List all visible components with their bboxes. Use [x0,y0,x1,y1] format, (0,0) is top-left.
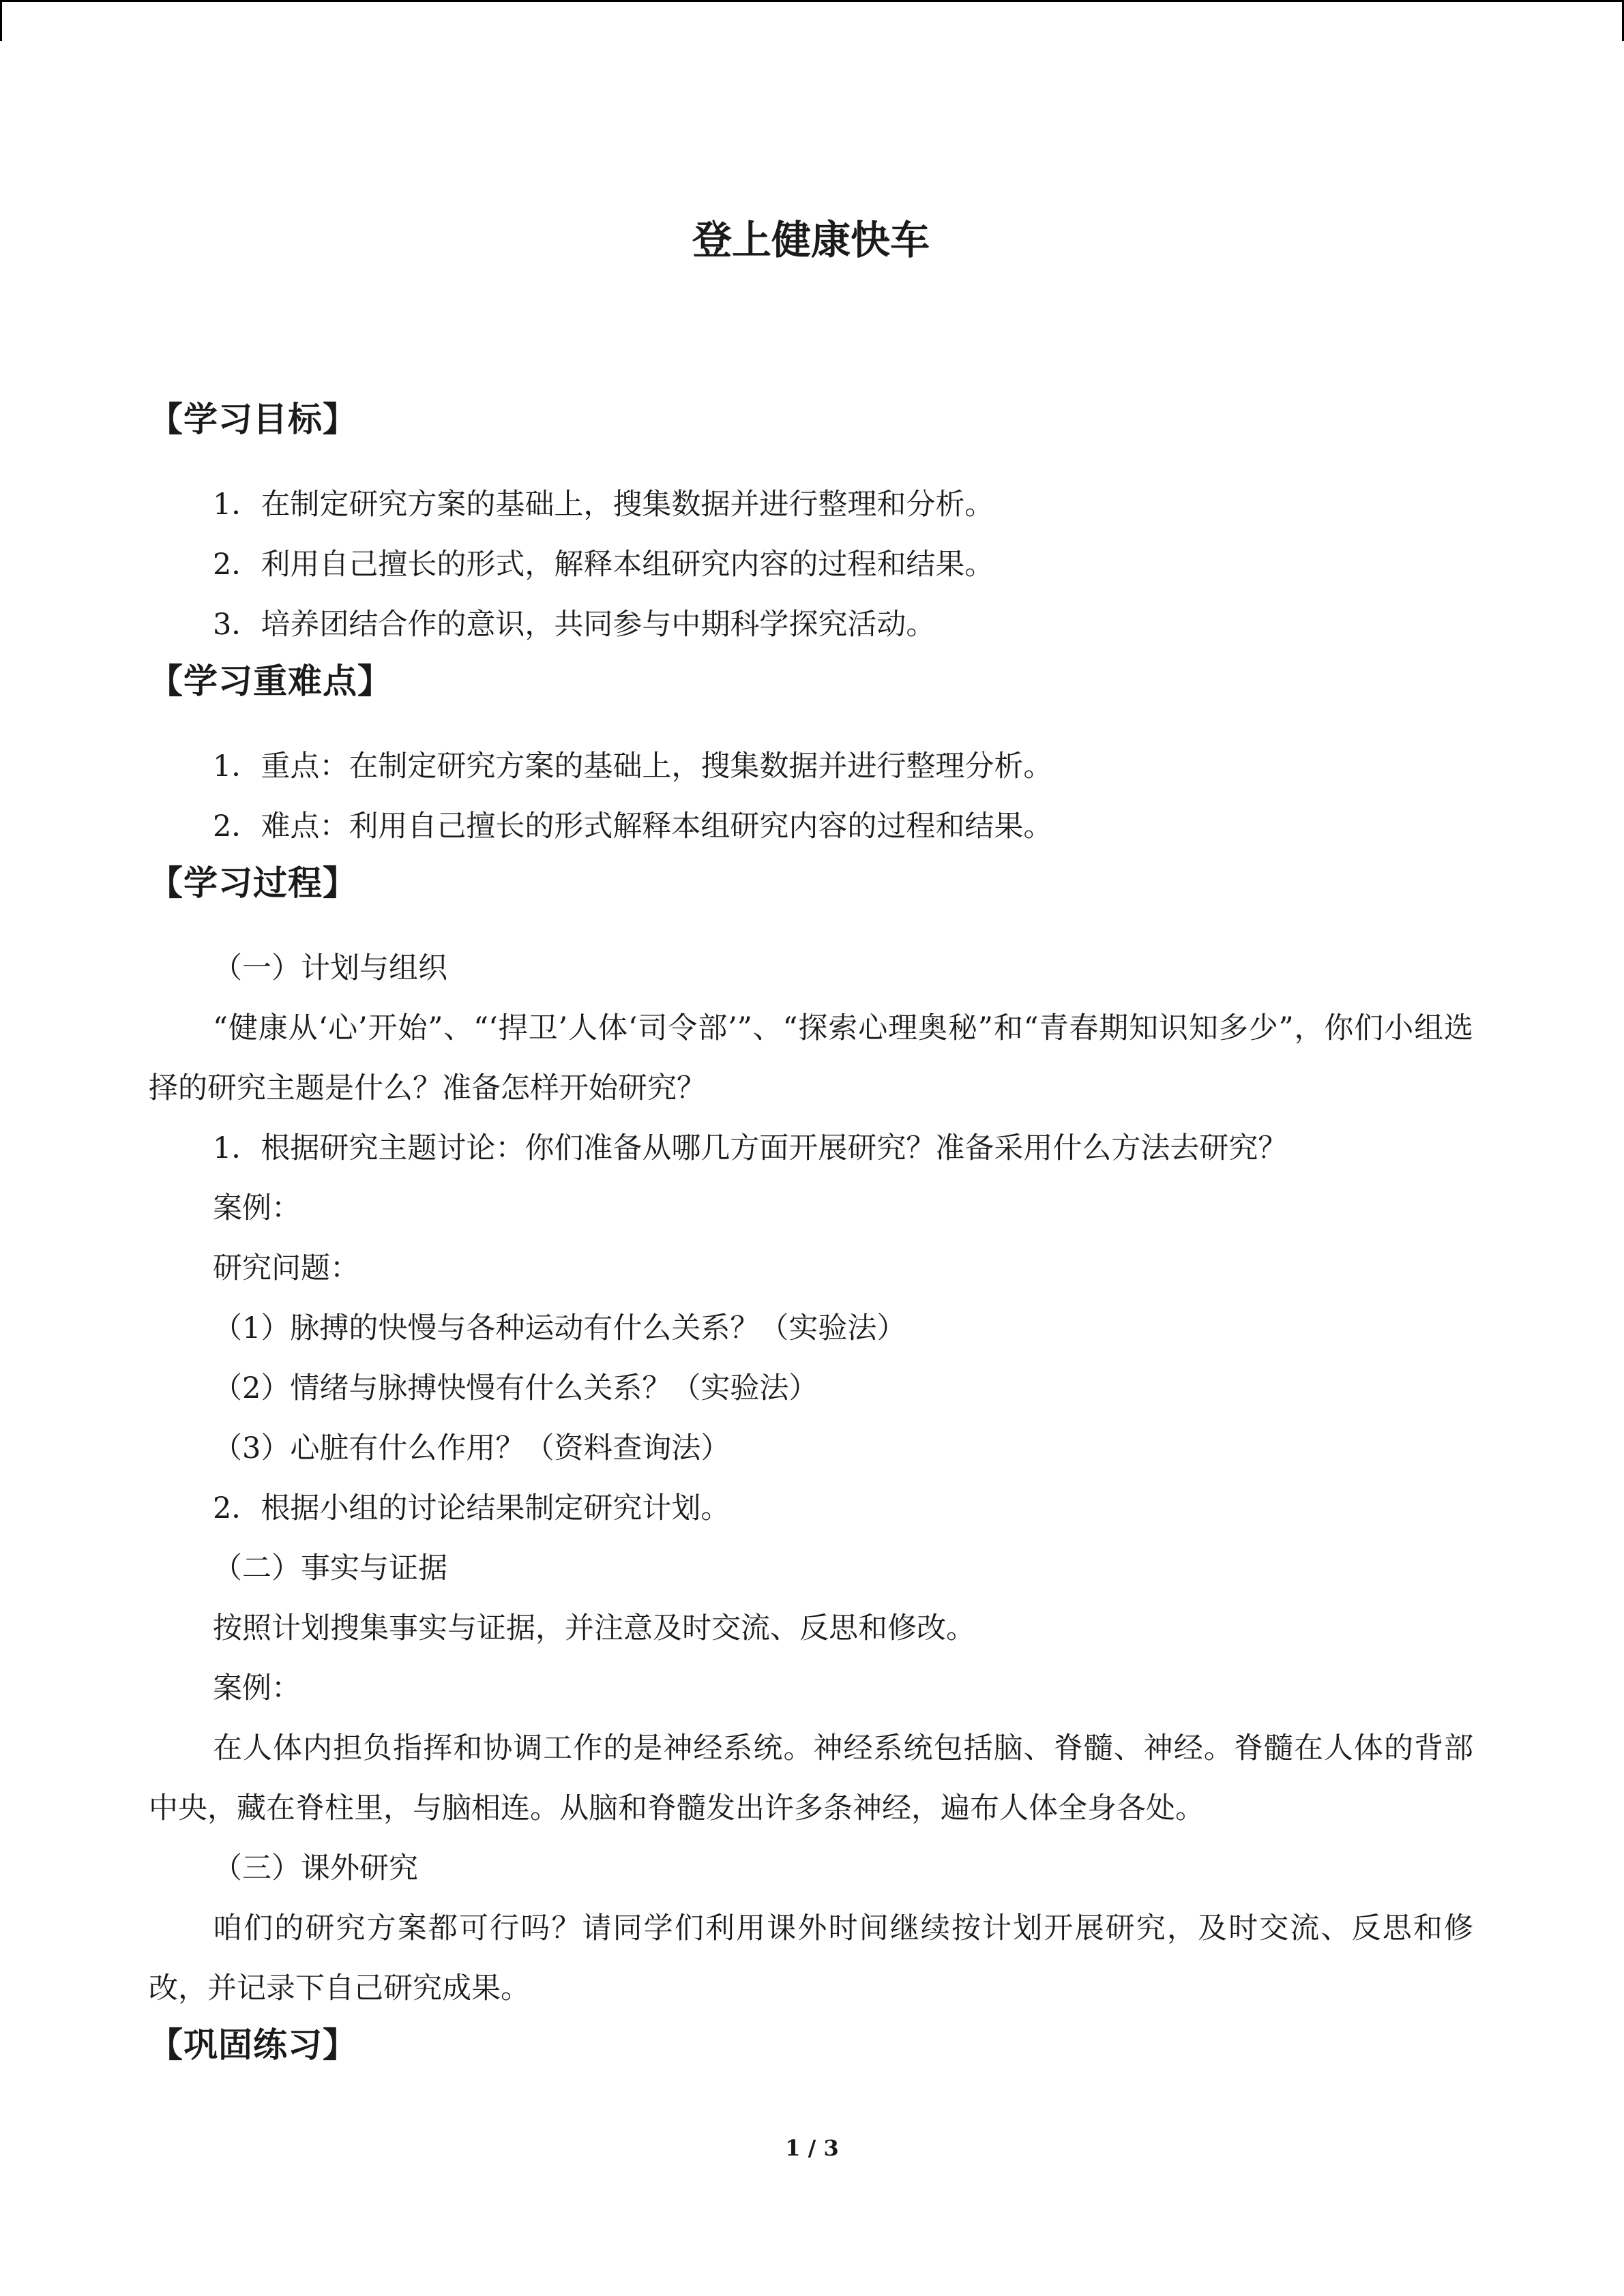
process-content [149,938,1473,2018]
key-points-list [149,736,1473,856]
process-paragraph: 案例： [213,1191,301,1225]
process-paragraph: 在人体内担负指挥和协调工作的是神经系统。神经系统包括脑、脊髓、神经。脊髓在人体的背部中央，藏在脊柱里，与脑相连。从脑和脊髓发出许多条神经，遍布人体全身各处。 [149,1731,1473,1825]
section-heading-key-points: 【学习重难点】 [149,661,392,701]
process-paragraph: 研究问题： [213,1251,359,1285]
key-point-item: 1．重点：在制定研究方案的基础上，搜集数据并进行整理分析。 [213,749,1053,784]
left-border-tick [0,0,2,41]
goal-item: 1．在制定研究方案的基础上，搜集数据并进行整理和分析。 [213,488,994,522]
process-paragraph: 案例： [213,1671,301,1705]
process-subheading-extracurricular: （三）课外研究 [213,1851,418,1885]
document-body [149,396,1473,2100]
process-paragraph: 1．根据研究主题讨论：你们准备从哪几方面开展研究？准备采用什么方法去研究？ [213,1131,1288,1165]
top-border-line [0,0,1624,2]
goal-item: 3．培养团结合作的意识，共同参与中期科学探究活动。 [213,608,936,642]
process-paragraph: 咱们的研究方案都可行吗？请同学们利用课外时间继续按计划开展研究，及时交流、反思和修改，并记录下自己研究成果。 [149,1911,1473,2006]
goal-item: 2．利用自己擅长的形式，解释本组研究内容的过程和结果。 [213,548,994,582]
section-heading-practice: 【巩固练习】 [149,2025,357,2065]
document-title: 登上健康快车 [692,217,930,263]
section-heading-process: 【学习过程】 [149,863,357,903]
process-paragraph: （3）心脏有什么作用？（资料查询法） [213,1431,730,1465]
process-paragraph: “健康从‘心’开始”、“‘捍卫’人体‘司令部’”、“探索心理奥秘”和“青春期知识知多少”，你们小组选择的研究主题是什么？准备怎样开始研究？ [149,1011,1473,1105]
process-paragraph: （1）脉搏的快慢与各种运动有什么关系？（实验法） [213,1311,906,1345]
process-subheading-evidence: （二）事实与证据 [213,1551,447,1585]
process-paragraph: （2）情绪与脉搏快慢有什么关系？（实验法） [213,1371,818,1405]
process-subheading-plan: （一）计划与组织 [213,951,447,985]
process-paragraph: 2．根据小组的讨论结果制定研究计划。 [213,1491,730,1525]
section-heading-goals: 【学习目标】 [149,400,357,439]
goals-list [149,475,1473,655]
process-paragraph: 按照计划搜集事实与证据，并注意及时交流、反思和修改。 [213,1611,975,1645]
key-point-item: 2．难点：利用自己擅长的形式解释本组研究内容的过程和结果。 [213,809,1053,844]
page-number: 1 / 3 [785,2135,839,2161]
